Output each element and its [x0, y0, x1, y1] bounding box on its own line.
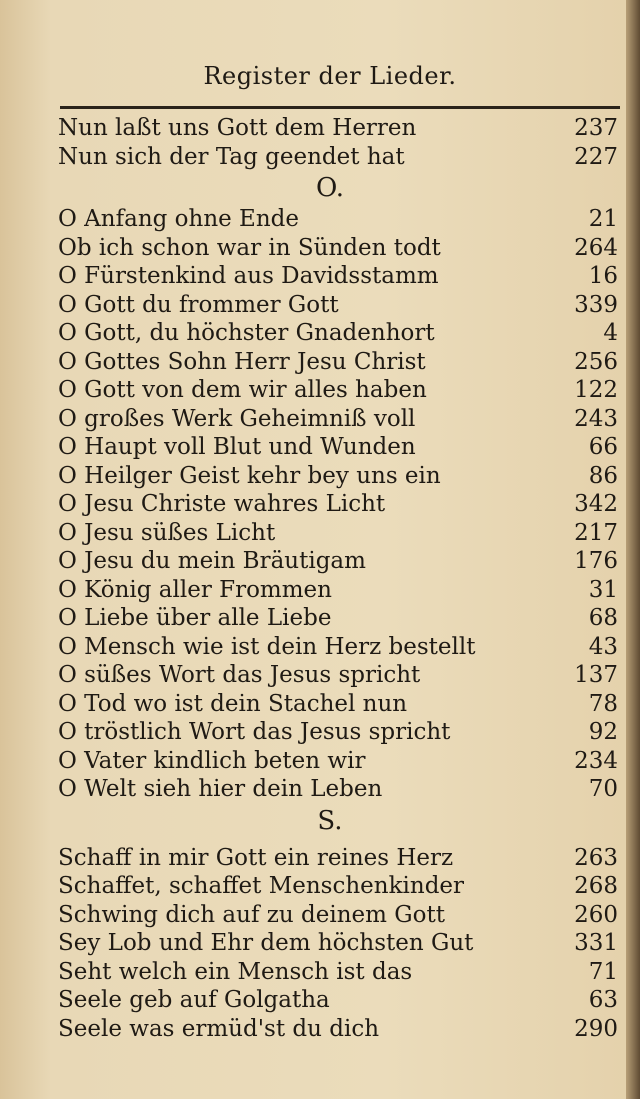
index-entry: [58, 661, 620, 689]
hymn-title: O Heilger Geist kehr bey uns ein: [58, 462, 441, 489]
index-entry: [58, 519, 620, 547]
hymn-title: O Liebe über alle Liebe: [58, 605, 332, 631]
hymn-title: Schaff in mir Gott ein reines Herz: [58, 844, 454, 871]
index-entry: [58, 319, 620, 347]
hymn-title: O Jesu süßes Licht: [58, 519, 276, 546]
index-entry: [58, 690, 620, 718]
hymn-title: O Haupt voll Blut und Wunden: [58, 434, 416, 460]
index-entry: [58, 547, 620, 575]
index-entry: [58, 234, 620, 262]
hymn-title: O Fürstenkind aus Davidsstamm: [58, 263, 439, 289]
hymn-title: Nun sich der Tag geendet hat: [58, 143, 405, 170]
hymn-title: O Tod wo ist dein Stachel nun: [58, 690, 408, 717]
index-entry: [58, 462, 620, 490]
index-entry: [58, 490, 620, 518]
page-number: 70: [588, 776, 618, 802]
index-entry: [58, 986, 620, 1014]
index-entry: [58, 604, 620, 632]
section-letter: S.: [317, 805, 343, 836]
hymn-title: O Gott, du höchster Gnadenhort: [58, 320, 435, 346]
page-number: 342: [574, 491, 618, 517]
hymn-title: Schwing dich auf zu deinem Gott: [58, 901, 445, 928]
page-number: 256: [574, 348, 618, 375]
hymn-title: O Gott von dem wir alles haben: [58, 377, 427, 403]
page-number: 243: [574, 405, 618, 432]
index-entry: [58, 576, 620, 604]
hymn-title: Seht welch ein Mensch ist das: [58, 958, 413, 985]
page-number: 16: [588, 263, 618, 289]
hymn-title: O Anfang ohne Ende: [58, 206, 299, 232]
page-number: 21: [588, 206, 618, 232]
page-number: 71: [588, 958, 618, 985]
hymn-title: O König aller Frommen: [58, 576, 332, 603]
page-number: 331: [574, 930, 618, 956]
hymn-title: O Jesu du mein Bräutigam: [58, 548, 366, 574]
hymn-title: O großes Werk Geheimniß voll: [58, 405, 416, 432]
index-entry: [58, 844, 620, 872]
page-number: 264: [574, 234, 618, 261]
page-number: 78: [588, 690, 618, 717]
hymn-title: O Jesu Christe wahres Licht: [58, 491, 386, 517]
page-number: 68: [588, 605, 618, 631]
index-entry: [58, 433, 620, 461]
hymn-title: O Vater kindlich beten wir: [58, 747, 366, 774]
page-number: 339: [574, 291, 618, 318]
page-number: 237: [574, 115, 618, 141]
page-number: 227: [574, 143, 618, 170]
page-number: 31: [588, 576, 618, 603]
hymn-title: Seele geb auf Golgatha: [58, 987, 330, 1013]
page-number: 260: [574, 901, 618, 928]
page-number: 66: [588, 434, 618, 460]
page-number: 122: [574, 377, 618, 403]
hymn-title: Nun laßt uns Gott dem Herren: [58, 115, 417, 141]
page-number: 217: [574, 519, 618, 546]
page-number: 86: [588, 462, 618, 489]
hymn-title: O Gott du frommer Gott: [58, 291, 339, 318]
page-header-title: Register der Lieder.: [203, 62, 457, 90]
page-number: 176: [574, 548, 618, 574]
hymn-title: O tröstlich Wort das Jesus spricht: [58, 719, 451, 745]
index-entry: [58, 376, 620, 404]
index-entry: [58, 872, 620, 900]
hymn-title: Seele was ermüd'st du dich: [58, 1015, 380, 1042]
book-spine-shadow: [626, 0, 640, 1099]
index-entry: [58, 348, 620, 376]
index-entry: [58, 262, 620, 290]
index-entry: [58, 205, 620, 233]
page-number: 43: [588, 633, 618, 660]
index-entry: [58, 405, 620, 433]
hymn-title: Sey Lob und Ehr dem höchsten Gut: [58, 930, 474, 956]
page-number: 268: [574, 873, 618, 899]
index-entry: [58, 718, 620, 746]
index-entry: [58, 1015, 620, 1043]
page-number: 234: [574, 747, 618, 774]
hymn-title: O Gottes Sohn Herr Jesu Christ: [58, 348, 426, 375]
hymn-title: Schaffet, schaffet Menschenkinder: [58, 873, 465, 899]
index-entry: [58, 901, 620, 929]
index-entry: [58, 114, 620, 142]
index-entry: [58, 929, 620, 957]
page-number: 92: [588, 719, 618, 745]
page-number: 137: [574, 662, 618, 688]
index-entry: [58, 958, 620, 986]
hymn-title: Ob ich schon war in Sünden todt: [58, 234, 441, 261]
section-letter: O.: [315, 173, 345, 203]
index-entry: [58, 291, 620, 319]
index-entry: [58, 747, 620, 775]
hymn-title: O süßes Wort das Jesus spricht: [58, 662, 421, 688]
header-rule: [60, 106, 620, 109]
index-entry: [58, 775, 620, 803]
page-number: 290: [574, 1015, 618, 1042]
index-entry: [58, 633, 620, 661]
hymn-title: O Mensch wie ist dein Herz bestellt: [58, 633, 476, 660]
page-number: 263: [574, 844, 618, 871]
page-number: 63: [588, 987, 618, 1013]
hymn-title: O Welt sieh hier dein Leben: [58, 776, 383, 802]
index-entry: [58, 143, 620, 171]
page-number: 4: [603, 320, 618, 346]
